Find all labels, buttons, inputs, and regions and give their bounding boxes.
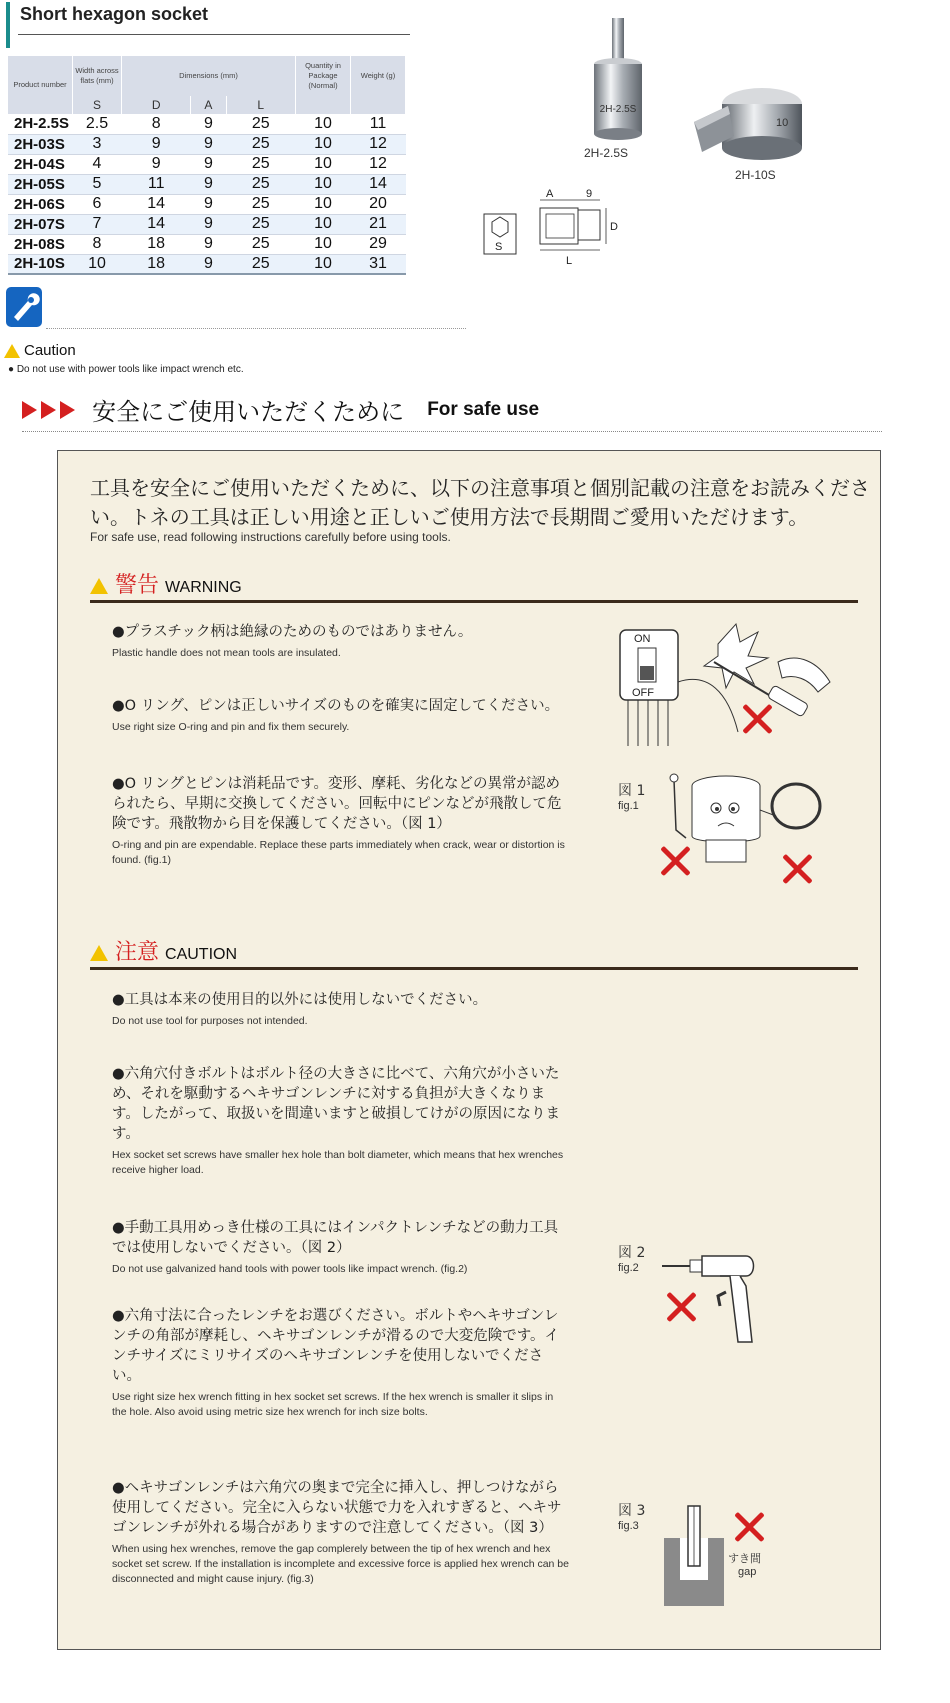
cell-d: 18 [122, 234, 191, 254]
caution-item-5-jp: ●ヘキサゴンレンチは六角穴の奥まで完全に挿入し、押しつけながら使用してください。完全に入らない状態で力を入れすぎると、ヘキサゴンレンチが外れる場合がありますので注意してください。（図 3） [112, 1480, 562, 1536]
cell-l: 25 [226, 154, 295, 174]
cell-d: 18 [122, 254, 191, 274]
subheader-d: D [122, 96, 191, 114]
cell-product-number: 2H-08S [8, 234, 73, 254]
warning-item-1-en: Plastic handle does not mean tools are insulated. [112, 647, 341, 659]
caution-section-header [90, 935, 237, 966]
socket-large-icon [690, 74, 810, 166]
dim-label-d: D [610, 221, 618, 233]
cell-product-number: 2H-2.5S [8, 114, 73, 134]
socket-small-engraving: 2H-2.5S [599, 104, 637, 115]
x-mark-icon [780, 852, 814, 886]
cell-d: 14 [122, 194, 191, 214]
caution-item-3-en: Do not use galvanized hand tools with power tools like impact wrench. (fig.2) [112, 1263, 468, 1275]
warning-item-1-jp: ●プラスチック柄は絶縁のためのものではありません。 [112, 624, 473, 640]
switch-on-label: ON [634, 633, 651, 645]
caution-section-title-en: CAUTION [165, 946, 238, 963]
x-mark-icon [664, 1290, 698, 1324]
caution-item-1-jp: ●工具は本来の使用目的以外には使用しないでください。 [112, 992, 488, 1008]
x-mark-icon [658, 844, 692, 878]
dim-label-9: 9 [586, 188, 593, 200]
electric-panel-icon [618, 622, 838, 750]
caution-item-5-en: When using hex wrenches, remove the gap complerely between the tip of hex wrench and hex socket set screw. If the installation is incomplete and excessive force is applied hex wrench can be disconnected and might cause injury. (fig.3) [112, 1543, 569, 1585]
header-weight: Weight (g) [351, 56, 406, 96]
cell-a: 9 [191, 234, 226, 254]
product-title: Short hexagon socket [20, 4, 209, 24]
cell-a: 9 [191, 174, 226, 194]
warning-item-2-jp: ●O リング、ピンは正しいサイズのものを確実に固定してください。 [112, 698, 560, 714]
socket-photo-small [578, 14, 658, 164]
dimension-diagram-icon [478, 188, 638, 278]
socket-small-icon [578, 14, 658, 164]
cell-quantity: 10 [296, 214, 351, 234]
caution-item-2 [112, 1064, 570, 1178]
fig3-label-en: fig.3 [618, 1520, 639, 1532]
arrow-icon [41, 401, 56, 419]
safe-use-title-en: For safe use [427, 398, 540, 420]
caution-warning-icon [4, 344, 20, 358]
cell-a: 9 [191, 154, 226, 174]
cell-weight: 11 [351, 114, 406, 134]
cell-quantity: 10 [296, 134, 351, 154]
intro-text-en: For safe use, read following instructions carefully before using tools. [90, 530, 451, 544]
table-row [8, 234, 406, 254]
cell-product-number: 2H-04S [8, 154, 73, 174]
table-row [8, 254, 406, 274]
dim-label-a: A [546, 188, 554, 200]
header-quantity: Quantity in Package (Normal) [296, 56, 351, 96]
cell-product-number: 2H-07S [8, 214, 73, 234]
caution-item-3 [112, 1218, 570, 1277]
warning-icon [90, 578, 108, 594]
cell-quantity: 10 [296, 174, 351, 194]
caution-text-row: ● Do not use with power tools like impact wrench etc. [8, 364, 244, 375]
arrow-icon [22, 401, 37, 419]
caution-section-icon [90, 945, 108, 961]
safe-use-header [22, 392, 882, 432]
arrow-icon [60, 401, 75, 419]
header-product-number: Product number [8, 56, 73, 114]
cell-quantity: 10 [296, 194, 351, 214]
cell-s: 7 [73, 214, 122, 234]
caution-title: Caution [24, 342, 76, 359]
cell-s: 8 [73, 234, 122, 254]
cell-s: 6 [73, 194, 122, 214]
dimension-diagram [478, 188, 638, 278]
fig2-label-en: fig.2 [618, 1262, 639, 1274]
cell-product-number: 2H-10S [8, 254, 73, 274]
caution-section-title-jp: 注意 [115, 940, 160, 965]
header-width-across-flats: Width across flats (mm) [73, 56, 122, 96]
cell-s: 2.5 [73, 114, 122, 134]
cell-l: 25 [226, 254, 295, 274]
cell-s: 4 [73, 154, 122, 174]
cell-weight: 20 [351, 194, 406, 214]
cell-d: 14 [122, 214, 191, 234]
cell-weight: 12 [351, 134, 406, 154]
subheader-quantity-blank [296, 96, 351, 114]
cell-a: 9 [191, 214, 226, 234]
socket-photo-large [690, 74, 810, 166]
title-accent-bar [6, 2, 10, 48]
warning-item-1 [112, 622, 582, 661]
table-row [8, 214, 406, 234]
caution-text: Do not use with power tools like impact wrench etc. [16, 364, 244, 375]
caution-item-1 [112, 990, 582, 1029]
gap-label-en: gap [738, 1566, 757, 1578]
warning-underline [90, 600, 858, 603]
caution-item-4-jp: ●六角寸法に合ったレンチをお選びください。ボルトやヘキサゴンレンチの角部が摩耗し、ヘキサゴンレンチが滑るので大変危険です。インチサイズにミリサイズのヘキサゴンレンチを使用しないでください。 [112, 1308, 560, 1384]
table-row [8, 154, 406, 174]
caution-item-1-en: Do not use tool for purposes not intended. [112, 1015, 308, 1027]
cell-quantity: 10 [296, 154, 351, 174]
table-row [8, 134, 406, 154]
socket-small-caption: 2H-2.5S [584, 146, 629, 160]
caution-item-4 [112, 1306, 570, 1420]
intro-text-jp: 工具を安全にご使用いただくために、以下の注意事項と個別記載の注意をお読みください。トネの工具は正しい用途と正しいご使用方法で長期間ご愛用いただけます。 [90, 476, 870, 529]
dim-label-l: L [566, 255, 573, 267]
cell-weight: 29 [351, 234, 406, 254]
warning-item-3-en: O-ring and pin are expendable. Replace these parts immediately when crack, wear or distortion is found. (fig.1) [112, 839, 565, 866]
cell-weight: 14 [351, 174, 406, 194]
safe-use-divider [22, 431, 882, 432]
gap-label-jp: すき間 [728, 1552, 761, 1565]
table-row [8, 114, 406, 134]
cell-l: 25 [226, 114, 295, 134]
cell-d: 9 [122, 134, 191, 154]
socket-large-engraving: 10 [776, 117, 789, 129]
title-underline [18, 34, 410, 35]
spec-table [8, 56, 406, 275]
wrench-badge [6, 287, 42, 327]
cell-quantity: 10 [296, 254, 351, 274]
cell-d: 8 [122, 114, 191, 134]
cell-a: 9 [191, 134, 226, 154]
fig1-label-jp: 図 1 [618, 783, 646, 799]
switch-off-label: OFF [632, 687, 654, 699]
cell-d: 9 [122, 154, 191, 174]
warning-item-2-en: Use right size O-ring and pin and fix them securely. [112, 721, 350, 733]
cell-a: 9 [191, 114, 226, 134]
table-row [8, 174, 406, 194]
safe-use-title-jp: 安全にご使用いただくために [92, 398, 405, 426]
product-title-block [6, 0, 406, 50]
warning-item-3-jp: ●O リングとピンは消耗品です。変形、摩耗、劣化などの異常が認められたら、早期に交換してください。回転中にピンなどが飛散して危険です。飛散物から目を保護してください。（図 1） [112, 776, 562, 832]
caution-section-underline [90, 967, 858, 970]
caution-item-2-jp: ●六角穴付きボルトはボルト径の大きさに比べて、六角穴が小さいため、それを駆動するヘキサゴンレンチに対する負担が大きくなります。したがって、取扱いを間違いますと破損してけがの原因になります。 [112, 1066, 561, 1142]
x-mark-icon [740, 702, 774, 736]
caution-item-3-jp: ●手動工具用めっき仕様の工具にはインパクトレンチなどの動力工具では使用しないでください。（図 2） [112, 1220, 559, 1256]
socket-large-caption: 2H-10S [735, 168, 776, 182]
cell-l: 25 [226, 194, 295, 214]
subheader-a: A [191, 96, 226, 114]
caution-box [4, 340, 474, 390]
cell-product-number: 2H-06S [8, 194, 73, 214]
cell-quantity: 10 [296, 114, 351, 134]
dim-label-s: S [495, 241, 503, 253]
cell-a: 9 [191, 254, 226, 274]
subheader-s: S [73, 96, 122, 114]
cell-l: 25 [226, 134, 295, 154]
subheader-l: L [226, 96, 295, 114]
cell-l: 25 [226, 174, 295, 194]
warning-header [90, 568, 242, 599]
fig2-label-jp: 図 2 [618, 1245, 646, 1261]
cell-l: 25 [226, 234, 295, 254]
caution-item-2-en: Hex socket set screws have smaller hex hole than bolt diameter, which means that hex wrenches receive higher load. [112, 1149, 564, 1176]
cell-quantity: 10 [296, 234, 351, 254]
cell-s: 10 [73, 254, 122, 274]
x-mark-icon [732, 1510, 766, 1544]
insulation-illustration [618, 622, 838, 750]
cell-weight: 12 [351, 154, 406, 174]
caution-item-4-en: Use right size hex wrench fitting in hex socket set screws. If the hex wrench is smaller it slips in the hole. Also avoid using metric size hex wrench for inch size bolts. [112, 1391, 554, 1418]
cell-s: 5 [73, 174, 122, 194]
table-row [8, 194, 406, 214]
wrench-icon [6, 287, 42, 327]
header-dimensions: Dimensions (mm) [122, 56, 296, 96]
warning-title-en: WARNING [165, 579, 242, 596]
caution-item-5 [112, 1478, 570, 1587]
cell-d: 11 [122, 174, 191, 194]
warning-item-2 [112, 696, 582, 735]
cell-l: 25 [226, 214, 295, 234]
fig3-label-jp: 図 3 [618, 1503, 646, 1519]
caution-top-divider [46, 328, 466, 329]
subheader-weight-blank [351, 96, 406, 114]
cell-product-number: 2H-03S [8, 134, 73, 154]
warning-item-3 [112, 774, 570, 868]
warning-title-jp: 警告 [115, 573, 160, 598]
cell-product-number: 2H-05S [8, 174, 73, 194]
fig1-label-en: fig.1 [618, 800, 639, 812]
cell-s: 3 [73, 134, 122, 154]
cell-a: 9 [191, 194, 226, 214]
cell-weight: 21 [351, 214, 406, 234]
cell-weight: 31 [351, 254, 406, 274]
